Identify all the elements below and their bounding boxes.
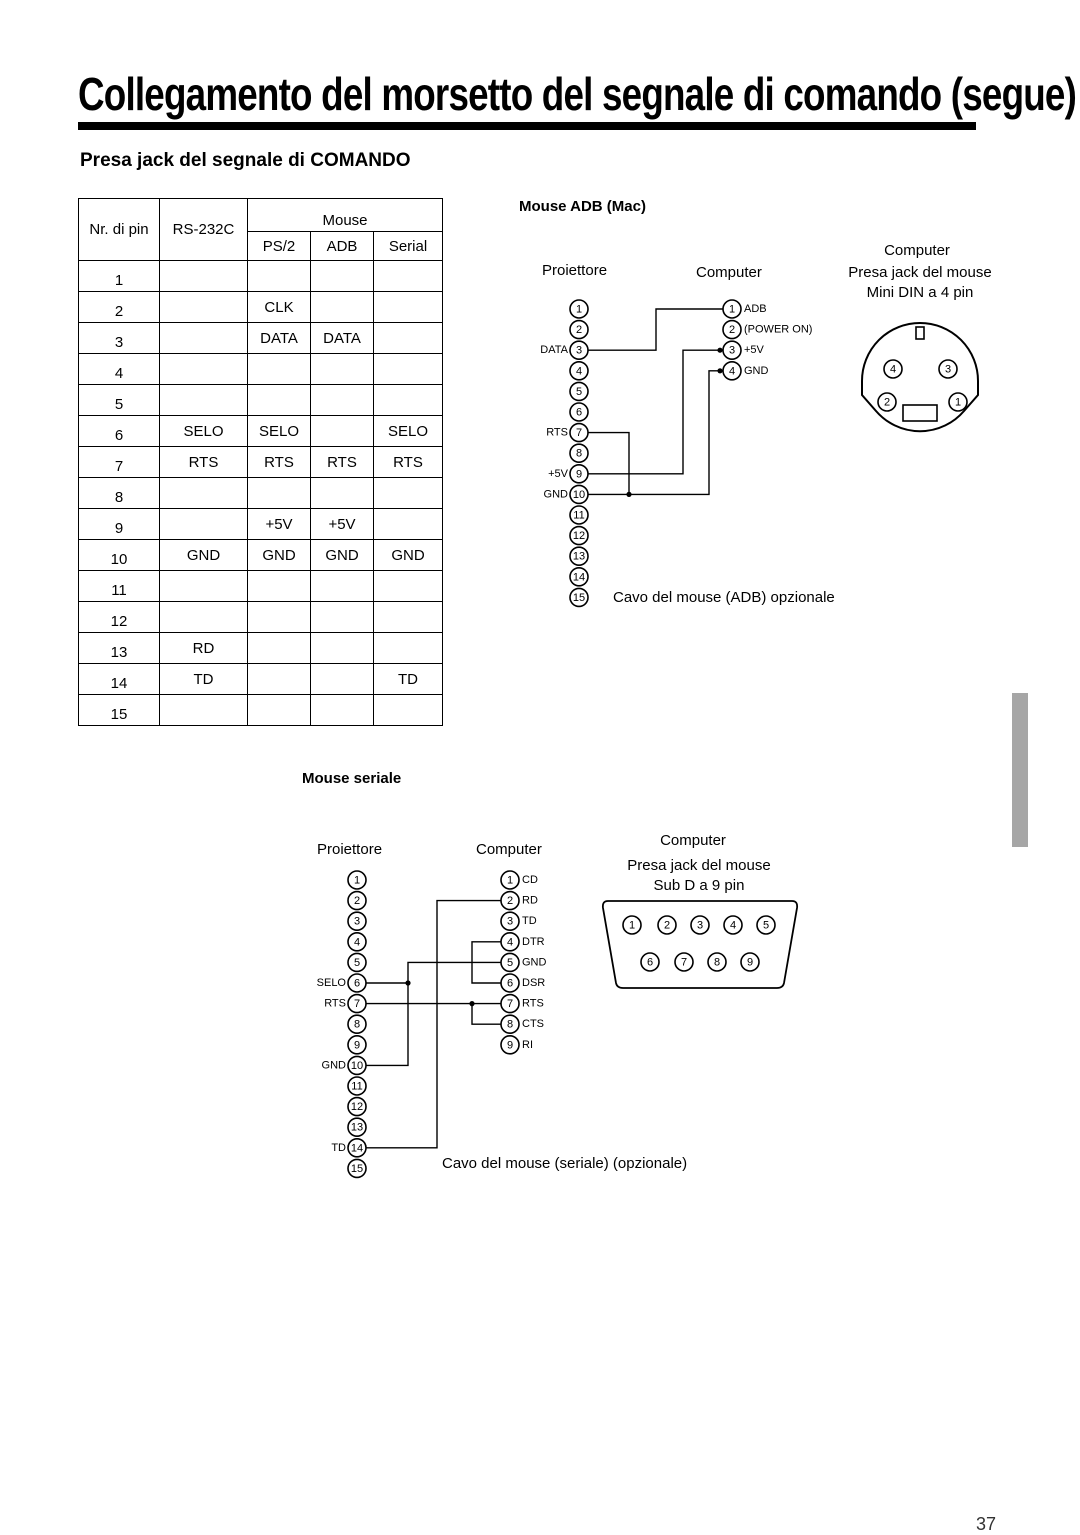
adb-junction-dot <box>717 348 722 353</box>
serial-projector-pin-9-number: 9 <box>353 1039 361 1052</box>
table-cell-serial: RTS <box>374 447 443 478</box>
mini-din-pin-2-number: 2 <box>883 396 891 409</box>
table-cell-pin: 9 <box>79 509 160 540</box>
adb-projector-pin-9-number: 9 <box>575 468 583 481</box>
adb-projector-pin-5-number: 5 <box>575 385 583 398</box>
adb-jack-line2: Mini DIN a 4 pin <box>866 284 974 301</box>
serial-projector-pin-11-number: 11 <box>351 1080 363 1093</box>
adb-jack-title: Computer <box>884 242 950 259</box>
adb-projector-pin-8-number: 8 <box>575 447 583 460</box>
table-cell-serial: TD <box>374 664 443 695</box>
serial-computer-pin-label: RD <box>522 894 538 907</box>
page-number: 37 <box>976 1514 997 1534</box>
serial-junction-dot <box>405 980 410 985</box>
adb-projector-pin-label: GND <box>543 488 568 501</box>
table-cell-pin: 2 <box>79 292 160 323</box>
adb-jack-line1: Presa jack del mouse <box>848 264 992 281</box>
serial-projector-pin-label: RTS <box>324 997 346 1010</box>
adb-wire-data <box>588 309 723 350</box>
adb-computer-label: Computer <box>696 264 762 281</box>
serial-projector-pin-7-number: 7 <box>353 998 361 1011</box>
adb-projector-pin-13-number: 13 <box>572 550 586 563</box>
section-heading: Presa jack del segnale di COMANDO <box>80 150 411 171</box>
serial-projector-pin-10-number: 10 <box>350 1059 364 1072</box>
serial-projector-label: Proiettore <box>317 841 383 858</box>
table-cell-ps2: +5V <box>248 509 311 540</box>
serial-projector-pin-label: SELO <box>316 977 346 989</box>
serial-computer-pin-label: CD <box>522 874 538 886</box>
table-cell-pin: 13 <box>79 633 160 664</box>
adb-computer-pin-4-number: 4 <box>728 365 736 378</box>
serial-jack-line1: Presa jack del mouse <box>627 857 771 874</box>
header-serial: Serial <box>374 232 443 261</box>
adb-computer-pin-label: +5V <box>744 344 764 357</box>
dsub-pin-2-number: 2 <box>663 919 671 932</box>
table-cell-pin: 12 <box>79 602 160 633</box>
dsub-pin-8-number: 8 <box>713 956 721 969</box>
adb-computer-pin-3-number: 3 <box>728 344 736 357</box>
table-cell-ps2: DATA <box>248 323 311 354</box>
serial-projector-pin-14-number: 14 <box>350 1142 364 1155</box>
adb-heading: Mouse ADB (Mac) <box>519 198 646 215</box>
adb-junction-dot <box>626 492 631 497</box>
table-cell-pin: 1 <box>79 261 160 292</box>
adb-wire-rts <box>588 433 629 495</box>
table-cell-rs232c: RTS <box>160 447 248 478</box>
table-cell-ps2: CLK <box>248 292 311 323</box>
serial-projector-pin-2-number: 2 <box>353 895 361 908</box>
dsub-pin-4-number: 4 <box>729 919 737 932</box>
table-cell-pin: 7 <box>79 447 160 478</box>
adb-projector-pin-label: DATA <box>540 344 568 357</box>
table-cell-pin: 5 <box>79 385 160 416</box>
serial-projector-pin-13-number: 13 <box>350 1121 364 1134</box>
adb-projector-pin-12-number: 12 <box>572 530 586 543</box>
table-cell-pin: 10 <box>79 540 160 571</box>
serial-caption: Cavo del mouse (seriale) (opzionale) <box>442 1155 688 1172</box>
table-cell-pin: 3 <box>79 323 160 354</box>
adb-projector-pin-10-number: 10 <box>572 488 586 501</box>
serial-projector-pin-label: GND <box>321 1059 346 1072</box>
adb-computer-pin-1-number: 1 <box>728 303 736 316</box>
adb-projector-pin-label: RTS <box>546 426 568 439</box>
table-cell-adb: +5V <box>311 509 374 540</box>
table-cell-pin: 11 <box>79 571 160 602</box>
page-title: Collegamento del morsetto del segnale di comando (segue) <box>78 68 1077 120</box>
dsub-pin-3-number: 3 <box>696 919 704 932</box>
mini-din-pin-4-number: 4 <box>889 363 897 376</box>
adb-projector-pin-14-number: 14 <box>572 571 586 584</box>
table-cell-rs232c: GND <box>160 540 248 571</box>
adb-computer-pin-label: GND <box>744 364 769 377</box>
serial-computer-pin-label: CTS <box>522 1018 544 1031</box>
table-cell-rs232c: RD <box>160 633 248 664</box>
serial-computer-pin-5-number: 5 <box>506 956 514 969</box>
serial-projector-pin-12-number: 12 <box>350 1101 364 1114</box>
adb-projector-pin-2-number: 2 <box>575 324 583 337</box>
dsub-pin-7-number: 7 <box>680 956 688 969</box>
adb-projector-pin-label: +5V <box>548 467 568 480</box>
serial-computer-pin-3-number: 3 <box>506 915 514 928</box>
serial-projector-pin-1-number: 1 <box>353 874 361 887</box>
header-ps2: PS/2 <box>248 232 311 261</box>
mini-din-key <box>916 327 924 339</box>
header-mouse: Mouse <box>248 199 443 232</box>
table-cell-ps2: GND <box>248 540 311 571</box>
serial-computer-pin-6-number: 6 <box>506 977 514 990</box>
table-cell-pin: 15 <box>79 695 160 726</box>
table-cell-rs232c: SELO <box>160 416 248 447</box>
mini-din-pin-3-number: 3 <box>944 363 952 376</box>
dsub-shell <box>603 901 797 988</box>
adb-projector-pin-11-number: 11 <box>573 509 585 522</box>
adb-computer-pin-label: (POWER ON) <box>744 323 813 336</box>
adb-projector-pin-15-number: 15 <box>572 591 586 604</box>
serial-projector-pin-8-number: 8 <box>353 1018 361 1031</box>
adb-projector-label: Proiettore <box>542 262 608 279</box>
dsub-pin-9-number: 9 <box>746 956 754 969</box>
adb-computer-pin-2-number: 2 <box>728 324 736 337</box>
serial-wire-gnd <box>366 962 501 1065</box>
table-cell-adb: DATA <box>311 323 374 354</box>
serial-computer-pin-label: DTR <box>522 935 545 948</box>
serial-projector-pin-5-number: 5 <box>353 956 361 969</box>
side-tab <box>1012 693 1028 847</box>
adb-projector-pin-7-number: 7 <box>575 427 583 440</box>
serial-jack-title: Computer <box>660 832 726 849</box>
adb-wire-5v <box>588 350 723 474</box>
serial-computer-pin-label: GND <box>522 956 547 969</box>
header-adb: ADB <box>311 232 374 261</box>
serial-computer-pin-label: RTS <box>522 997 544 1010</box>
header-rs232c: RS-232C <box>160 199 248 261</box>
table-cell-adb: GND <box>311 540 374 571</box>
serial-jack-line2: Sub D a 9 pin <box>653 877 745 894</box>
serial-projector-pin-4-number: 4 <box>353 936 361 949</box>
serial-wire-cts <box>472 1004 501 1025</box>
serial-computer-pin-8-number: 8 <box>506 1018 514 1031</box>
serial-computer-pin-label: TD <box>522 915 537 928</box>
adb-junction-dot <box>717 368 722 373</box>
table-cell-pin: 6 <box>79 416 160 447</box>
serial-computer-label: Computer <box>476 841 542 858</box>
table-cell-rs232c: TD <box>160 664 248 695</box>
header-pin: Nr. di pin <box>79 199 160 261</box>
adb-caption: Cavo del mouse (ADB) opzionale <box>613 589 835 606</box>
serial-projector-pin-15-number: 15 <box>350 1162 364 1175</box>
dsub-pin-6-number: 6 <box>646 956 654 969</box>
table-cell-ps2: RTS <box>248 447 311 478</box>
mini-din-pin-1-number: 1 <box>954 396 962 409</box>
serial-computer-pin-9-number: 9 <box>506 1039 514 1052</box>
mini-din-slot <box>903 405 937 421</box>
serial-heading: Mouse seriale <box>302 770 402 787</box>
adb-projector-pin-4-number: 4 <box>575 365 583 378</box>
table-cell-adb: RTS <box>311 447 374 478</box>
serial-computer-pin-4-number: 4 <box>506 936 514 949</box>
table-cell-pin: 8 <box>79 478 160 509</box>
adb-computer-pin-label: ADB <box>744 303 767 315</box>
adb-projector-pin-3-number: 3 <box>575 344 583 357</box>
serial-computer-pin-2-number: 2 <box>506 895 514 908</box>
dsub-pin-1-number: 1 <box>628 919 636 932</box>
table-cell-ps2: SELO <box>248 416 311 447</box>
serial-projector-pin-label: TD <box>331 1141 346 1154</box>
serial-projector-pin-3-number: 3 <box>353 915 361 928</box>
table-cell-pin: 14 <box>79 664 160 695</box>
serial-computer-pin-label: RI <box>522 1038 533 1051</box>
table-cell-serial: GND <box>374 540 443 571</box>
dsub-pin-5-number: 5 <box>762 919 770 932</box>
serial-computer-pin-label: DSR <box>522 977 546 989</box>
serial-junction-dot <box>469 1001 474 1006</box>
table-cell-serial: SELO <box>374 416 443 447</box>
serial-computer-pin-7-number: 7 <box>506 998 514 1011</box>
adb-projector-pin-6-number: 6 <box>575 406 583 419</box>
table-cell-pin: 4 <box>79 354 160 385</box>
adb-projector-pin-1-number: 1 <box>575 303 583 316</box>
serial-projector-pin-6-number: 6 <box>353 977 361 990</box>
serial-computer-pin-1-number: 1 <box>506 874 514 887</box>
